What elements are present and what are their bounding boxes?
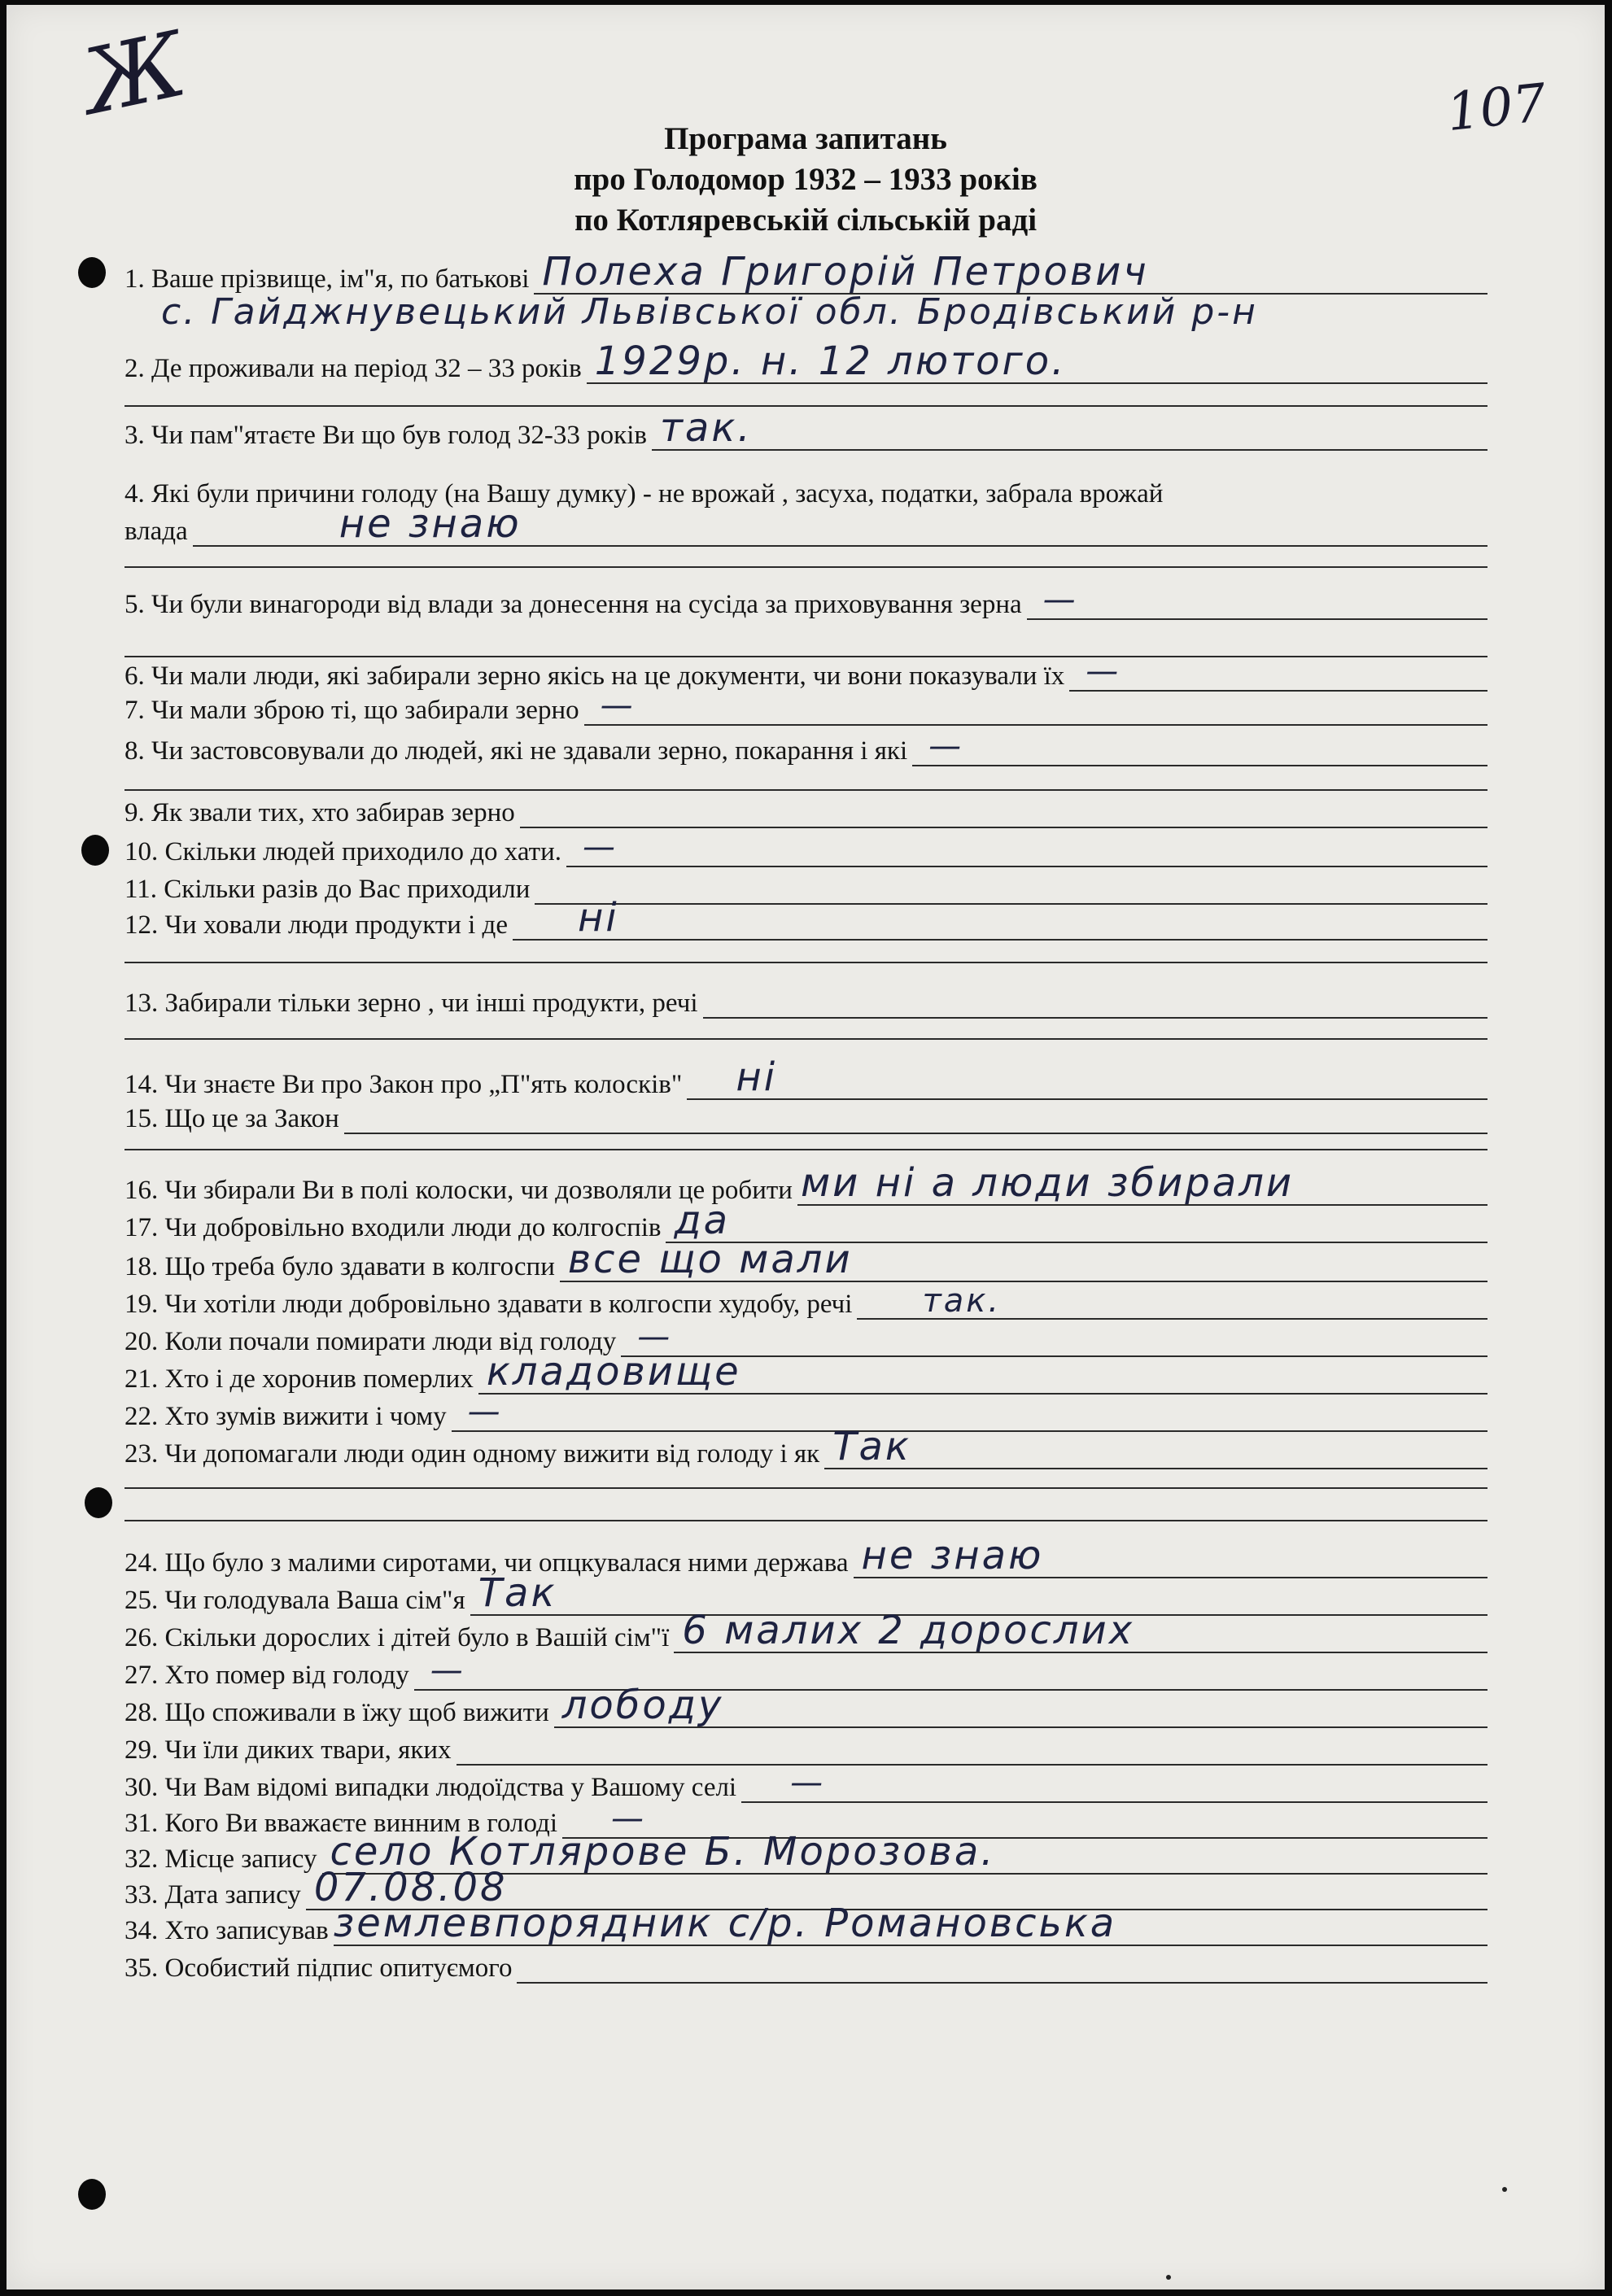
answer-5: — — [1042, 581, 1078, 618]
question-20-label: 20. Коли почали помирати люди від голоду — [125, 1327, 617, 1356]
document-title — [7, 119, 1605, 241]
question-19 — [125, 1282, 1487, 1320]
answer-line[interactable] — [1069, 653, 1487, 692]
title-line-1: Програма запитань — [664, 121, 947, 156]
blank-line — [125, 789, 1487, 791]
question-2 — [125, 338, 1487, 384]
question-9-label: 9. Як звали тих, хто забирав зерно — [125, 798, 515, 827]
answer-line[interactable] — [520, 802, 1487, 828]
question-28 — [125, 1683, 1487, 1728]
blank-line — [125, 656, 1487, 657]
answer-line[interactable] — [560, 1237, 1487, 1282]
answer-line[interactable] — [535, 879, 1487, 905]
answer-31: — — [611, 1800, 646, 1837]
answer-19: так. — [922, 1282, 1002, 1320]
question-22 — [125, 1393, 1487, 1432]
answer-line[interactable] — [333, 1901, 1487, 1946]
question-16-label: 16. Чи збирали Ви в полі колоски, чи дозволяли це робити — [125, 1176, 793, 1205]
answer-8: — — [928, 727, 964, 765]
answer-7: — — [600, 687, 636, 724]
question-27 — [125, 1652, 1487, 1691]
question-21-label: 21. Хто і де хоронив померлих — [125, 1364, 474, 1394]
question-11 — [125, 875, 1487, 905]
question-6 — [125, 653, 1487, 692]
question-15-label: 15. Що це за Закон — [125, 1104, 339, 1133]
question-18 — [125, 1237, 1487, 1282]
question-13-label: 13. Забирали тільки зерно , чи інші продукти, речі — [125, 989, 698, 1018]
answer-line[interactable] — [452, 1393, 1487, 1432]
answer-line[interactable] — [824, 1424, 1487, 1469]
question-8-label: 8. Чи застовсовували до людей, які не здавали зерно, покарання і які — [125, 736, 908, 766]
question-5-label: 5. Чи були винагороди від влади за донесення на сусіда за приховування зерна — [125, 590, 1022, 619]
answer-line[interactable] — [797, 1160, 1487, 1206]
answer-21: кладовище — [486, 1349, 741, 1395]
answer-line[interactable] — [193, 501, 1487, 547]
answer-line[interactable] — [478, 1349, 1487, 1395]
answer-2: 1929р. н. 12 лютого. — [594, 338, 1067, 384]
answer-line[interactable] — [344, 1108, 1487, 1134]
question-24 — [125, 1533, 1487, 1578]
question-18-label: 18. Що треба було здавати в колгоспи — [125, 1252, 555, 1281]
answer-6: — — [1086, 653, 1121, 690]
answer-line[interactable] — [703, 993, 1487, 1019]
answer-line[interactable] — [741, 1764, 1487, 1803]
blank-line — [125, 1487, 1487, 1489]
answer-line[interactable] — [857, 1282, 1487, 1320]
question-26 — [125, 1608, 1487, 1653]
answer-1-continued: с. Гайджнувецький Львівської обл. Бродівський р-н — [161, 291, 1258, 333]
question-20 — [125, 1318, 1487, 1357]
speck — [1166, 2275, 1171, 2280]
question-27-label: 27. Хто помер від голоду — [125, 1661, 409, 1690]
question-4-label: 4. Які були причини голоду (на Вашу думку) - не врожай , засуха, податки, забрала врожай — [125, 479, 1164, 509]
question-16 — [125, 1160, 1487, 1206]
question-12-label: 12. Чи ховали люди продукти і де — [125, 910, 508, 940]
answer-12: ні — [578, 895, 619, 941]
question-4 — [125, 480, 1487, 509]
question-22-label: 22. Хто зумів вижити і чому — [125, 1402, 447, 1431]
question-31-label: 31. Кого Ви вважаєте винним в голоді — [125, 1809, 557, 1838]
blank-line — [125, 1149, 1487, 1150]
question-28-label: 28. Що споживали в їжу щоб вижити — [125, 1698, 549, 1727]
question-3 — [125, 405, 1487, 451]
answer-27: — — [430, 1652, 465, 1689]
blank-line — [125, 405, 1487, 407]
question-34 — [125, 1901, 1487, 1946]
answer-line[interactable] — [513, 895, 1487, 941]
question-30-label: 30. Чи Вам відомі випадки людоїдства у Вашому селі — [125, 1773, 737, 1802]
blank-line — [125, 1520, 1487, 1521]
question-17-label: 17. Чи добровільно входили люди до колгоспів — [125, 1213, 662, 1242]
answer-17: да — [674, 1198, 731, 1243]
question-4-label-2: влада — [125, 517, 188, 546]
answer-23: Так — [832, 1424, 911, 1469]
blank-line — [125, 566, 1487, 568]
answer-34: землевпорядник с/р. Романовська — [333, 1901, 1117, 1946]
question-35-label: 35. Особистий підпис опитуємого — [125, 1953, 513, 1983]
signature-line[interactable] — [517, 1958, 1487, 1984]
question-14-label: 14. Чи знаєте Ви про Закон про „П"ять колосків" — [125, 1070, 683, 1099]
answer-26: 6 малих 2 дорослих — [682, 1608, 1135, 1653]
punch-hole — [85, 1487, 112, 1518]
question-33-label: 33. Дата запису — [125, 1880, 301, 1910]
answer-1: Полеха Григорій Петрович — [542, 249, 1149, 295]
answer-22: — — [467, 1393, 503, 1430]
question-26-label: 26. Скільки дорослих і дітей було в Вашій сім"ї — [125, 1623, 670, 1652]
answer-line[interactable] — [554, 1683, 1487, 1728]
question-15 — [125, 1105, 1487, 1134]
punch-hole — [78, 257, 106, 288]
page-number: 107 — [1444, 72, 1549, 144]
question-10-label: 10. Скільки людей приходило до хати. — [125, 837, 561, 866]
blank-line — [125, 1038, 1487, 1040]
answer-20: — — [637, 1318, 673, 1355]
question-23 — [125, 1424, 1487, 1469]
question-32-label: 32. Місце запису — [125, 1844, 317, 1874]
question-29-label: 29. Чи їли диких твари, яких — [125, 1735, 452, 1765]
answer-33: 07.08.08 — [313, 1865, 508, 1910]
question-9 — [125, 799, 1487, 828]
answer-3: так. — [659, 405, 753, 451]
question-34-label: 34. Хто записував — [125, 1916, 329, 1945]
question-11-label: 11. Скільки разів до Вас приходили — [125, 875, 531, 904]
question-35 — [125, 1954, 1487, 1984]
title-line-3: по Котляревській сільській раді — [574, 203, 1038, 238]
question-1 — [125, 249, 1487, 295]
questionnaire-page — [7, 5, 1605, 2289]
question-12 — [125, 895, 1487, 941]
answer-16: ми ні а люди збирали — [800, 1160, 1295, 1206]
answer-4: не знаю — [339, 501, 522, 547]
question-8 — [125, 727, 1487, 766]
answer-line[interactable] — [584, 687, 1487, 726]
question-1-label: 1. Ваше прізвище, ім"я, по батькові — [125, 264, 530, 294]
answer-14: ні — [736, 1054, 778, 1100]
question-21 — [125, 1349, 1487, 1395]
question-29 — [125, 1736, 1487, 1766]
answer-32: село Котлярове Б. Морозова. — [330, 1829, 996, 1875]
question-13 — [125, 989, 1487, 1019]
question-25-label: 25. Чи голодувала Ваша сім"я — [125, 1586, 465, 1615]
answer-25: Так — [478, 1570, 557, 1616]
question-4-cont — [125, 501, 1487, 547]
answer-30: — — [790, 1764, 826, 1801]
question-7 — [125, 687, 1487, 726]
answer-line[interactable] — [1027, 581, 1487, 620]
question-19-label: 19. Чи хотіли люди добровільно здавати в колгоспи худобу, речі — [125, 1290, 853, 1319]
punch-hole — [78, 2179, 106, 2210]
answer-line[interactable] — [457, 1739, 1487, 1766]
speck — [1502, 2187, 1507, 2192]
question-23-label: 23. Чи допомагали люди один одному вижити від голоду і як — [125, 1439, 820, 1469]
question-5 — [125, 581, 1487, 620]
question-2-label: 2. Де проживали на період 32 – 33 років — [125, 354, 582, 383]
question-3-label: 3. Чи пам"ятаєте Ви що був голод 32-33 років — [125, 421, 647, 450]
answer-line[interactable] — [854, 1533, 1488, 1578]
question-24-label: 24. Що було з малими сиротами, чи опцкувалася ними держава — [125, 1548, 849, 1578]
answer-line[interactable] — [652, 405, 1487, 451]
answer-line[interactable] — [566, 828, 1487, 867]
answer-28: лободу — [561, 1683, 724, 1728]
answer-10: — — [582, 828, 618, 866]
answer-line[interactable] — [687, 1054, 1487, 1100]
punch-hole — [81, 835, 109, 866]
question-30 — [125, 1764, 1487, 1803]
answer-line[interactable] — [674, 1608, 1487, 1653]
answer-line[interactable] — [912, 727, 1487, 766]
blank-line — [125, 962, 1487, 963]
answer-line[interactable] — [621, 1318, 1487, 1357]
question-10 — [125, 828, 1487, 867]
question-14 — [125, 1054, 1487, 1100]
answer-18: все що мали — [567, 1237, 853, 1282]
question-7-label: 7. Чи мали зброю ті, що забирали зерно — [125, 696, 579, 725]
question-6-label: 6. Чи мали люди, які забирали зерно якісь на це документи, чи вони показували їх — [125, 661, 1065, 691]
corner-handwritten-mark: Ж — [74, 11, 194, 135]
answer-24: не знаю — [861, 1533, 1044, 1578]
title-line-2: про Голодомор 1932 – 1933 років — [574, 162, 1038, 197]
answer-line[interactable] — [587, 338, 1487, 384]
